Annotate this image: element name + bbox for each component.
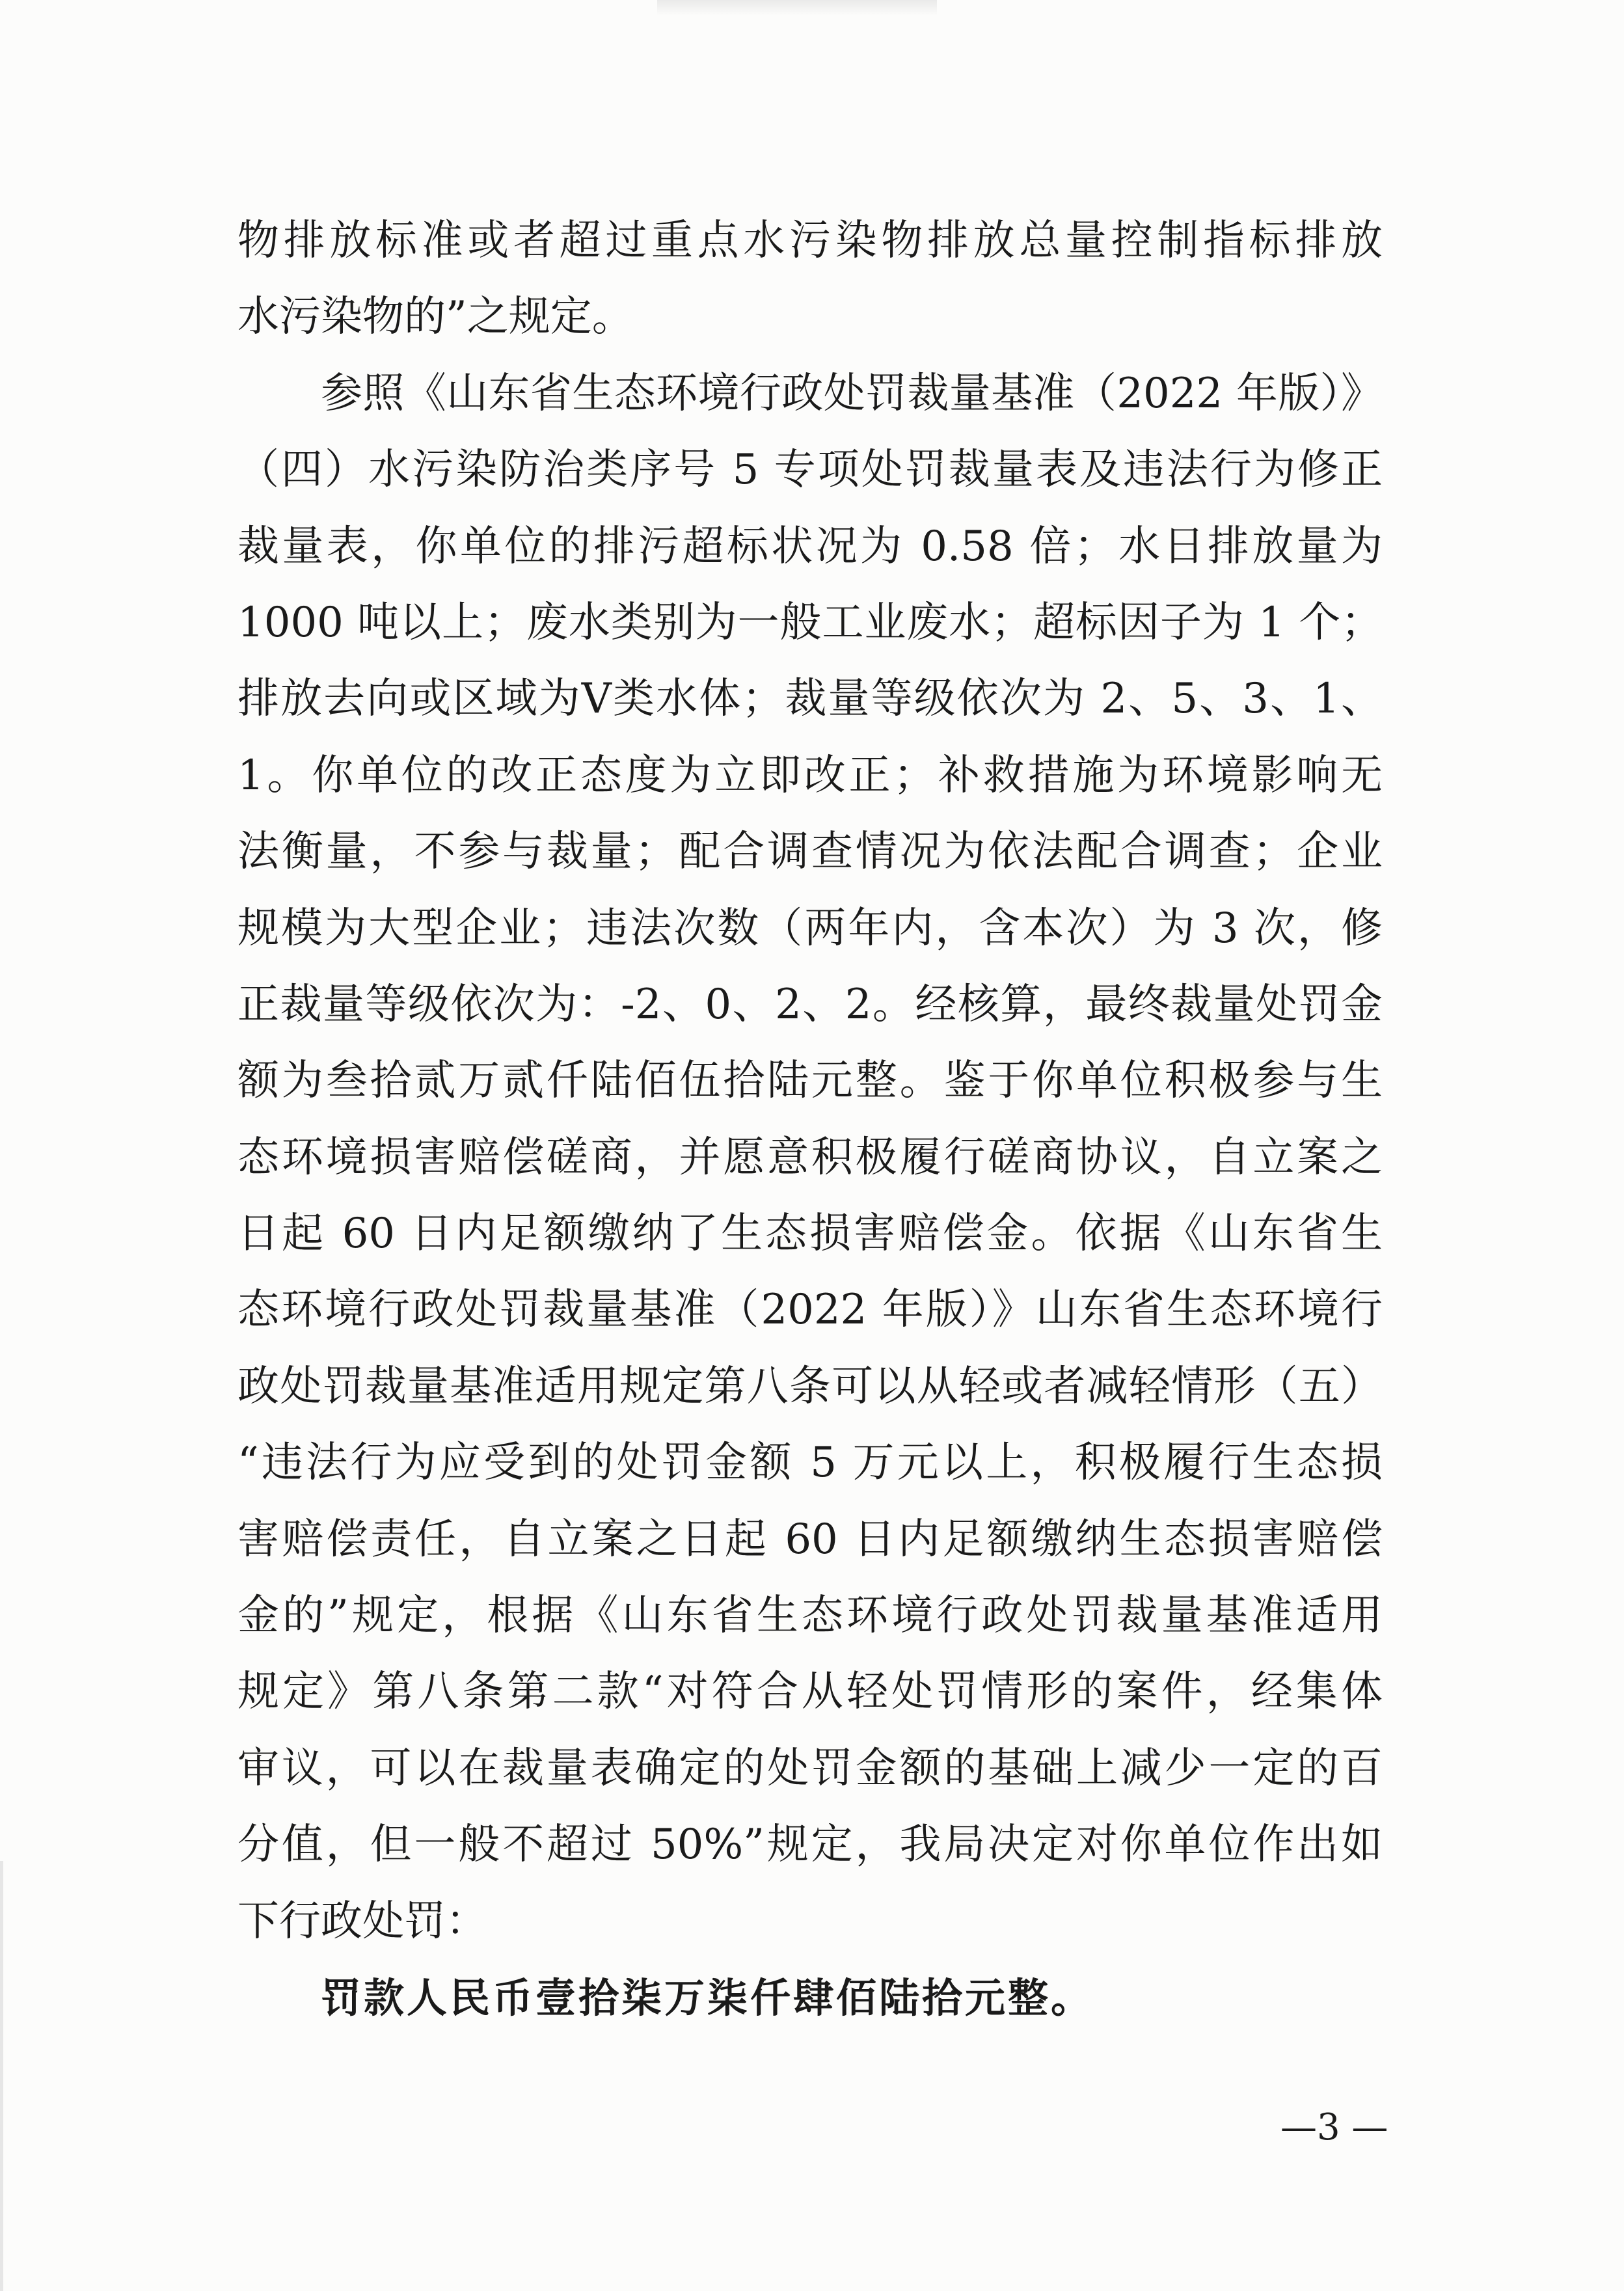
paragraph-line: （四）水污染防治类序号 5 专项处罚裁量表及违法行为修正 [237, 446, 1383, 495]
paragraph-line: 正裁量等级依次为：-2、0、2、2。经核算，最终裁量处罚金 [237, 980, 1383, 1029]
scan-smudge [657, 0, 937, 16]
paragraph-line: 额为叁拾贰万贰仟陆佰伍拾陆元整。鉴于你单位积极参与生 [237, 1057, 1383, 1105]
paragraph-line: 法衡量，不参与裁量；配合调查情况为依法配合调查；企业 [237, 828, 1383, 876]
paragraph-line: 态环境行政处罚裁量基准（2022 年版）》山东省生态环境行 [237, 1286, 1383, 1335]
paragraph-line: 下行政处罚： [237, 1897, 487, 1945]
paragraph-line: 裁量表，你单位的排污超标状况为 0.58 倍；水日排放量为 [237, 522, 1383, 571]
paragraph-line: 参照《山东省生态环境行政处罚裁量基准（2022 年版）》 [321, 369, 1383, 418]
document-body [237, 203, 1383, 2036]
paragraph-line: 物排放标准或者超过重点水污染物排放总量控制指标排放 [237, 217, 1383, 265]
paragraph-line: “违法行为应受到的处罚金额 5 万元以上，积极履行生态损 [237, 1439, 1383, 1487]
paragraph-line: 态环境损害赔偿磋商，并愿意积极履行磋商协议，自立案之 [237, 1133, 1383, 1182]
paragraph-line: 规模为大型企业；违法次数（两年内，含本次）为 3 次，修 [237, 904, 1383, 953]
paragraph-line: 日起 60 日内足额缴纳了生态损害赔偿金。依据《山东省生 [237, 1210, 1383, 1258]
paragraph-line: 排放去向或区域为Ⅴ类水体；裁量等级依次为 2、5、3、1、 [237, 675, 1383, 724]
paragraph-line: 分值，但一般不超过 50%”规定，我局决定对你单位作出如 [237, 1821, 1383, 1869]
scan-edge [0, 1861, 3, 2291]
paragraph-line: 金的”规定，根据《山东省生态环境行政处罚裁量基准适用 [237, 1592, 1383, 1640]
page-number: —3 — [1280, 2106, 1388, 2149]
paragraph-line: 水污染物的”之规定。 [237, 293, 634, 342]
paragraph-line: 1。你单位的改正态度为立即改正；补救措施为环境影响无 [237, 751, 1383, 800]
paragraph-line: 审议，可以在裁量表确定的处罚金额的基础上减少一定的百 [237, 1744, 1383, 1793]
paragraph-line: 规定》第八条第二款“对符合从轻处罚情形的案件，经集体 [237, 1668, 1383, 1716]
paragraph-line: 害赔偿责任，自立案之日起 60 日内足额缴纳生态损害赔偿 [237, 1515, 1383, 1564]
penalty-decision: 罚款人民币壹拾柒万柒仟肆佰陆拾元整。 [321, 1973, 1094, 2022]
paragraph-line: 政处罚裁量基准适用规定第八条可以从轻或者减轻情形（五） [237, 1362, 1383, 1411]
paragraph-line: 1000 吨以上；废水类别为一般工业废水；超标因子为 1 个； [237, 598, 1383, 647]
